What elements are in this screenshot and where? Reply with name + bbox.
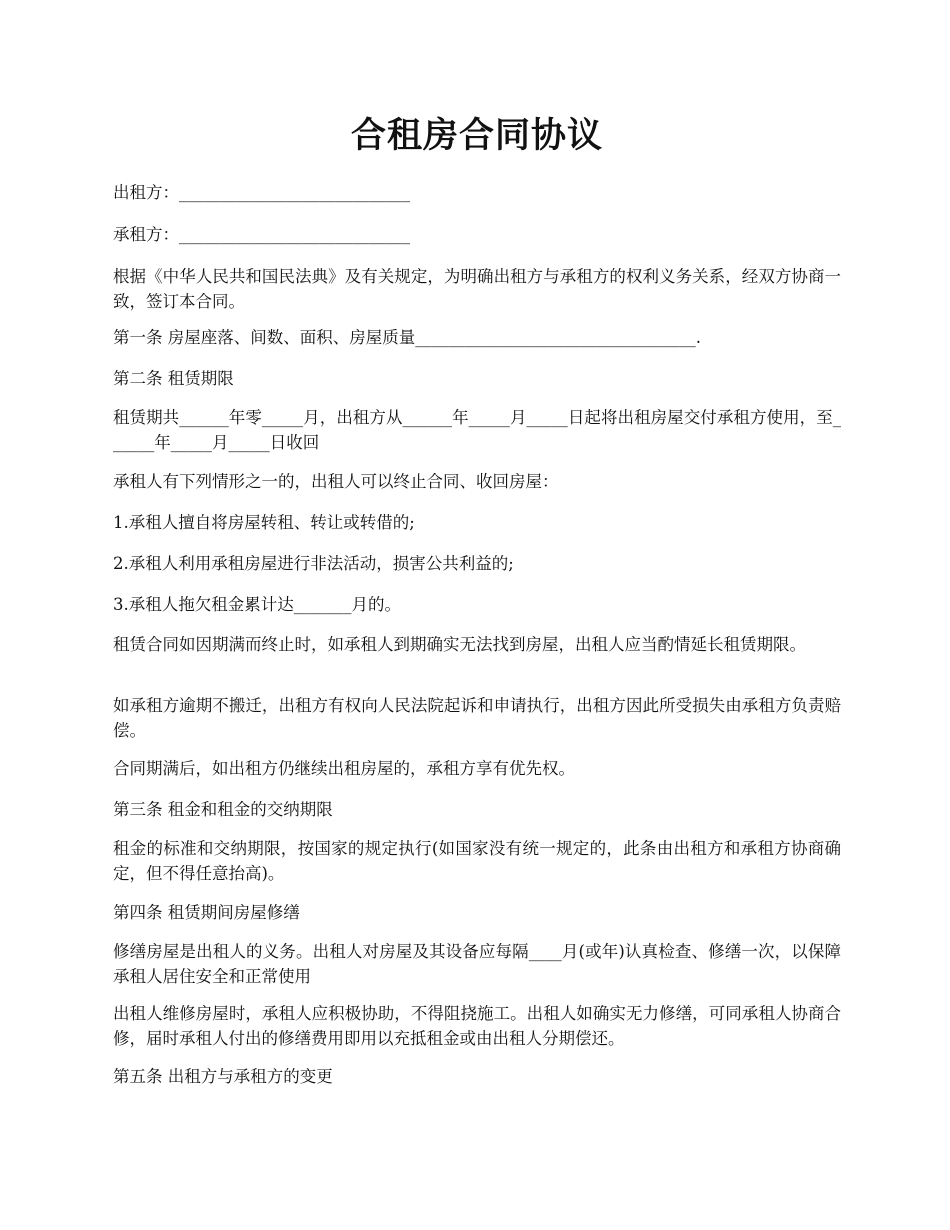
lessee-line: 承租方：____________________________ [113,225,410,244]
lease-term-paragraph: 租赁期共______年零_____月，出租方从______年_____月_____日起将出租房屋交付承租方使用，至______年_____月_____日收回 [113,408,841,452]
termination-item-3: 3.承租人拖欠租金累计达_______月的。 [113,595,401,614]
article-3-heading: 第三条 租金和租金的交纳期限 [113,800,333,819]
preamble-paragraph: 根据《中华人民共和国民法典》及有关规定，为明确出租方与承租方的权利义务关系，经双方协商一致，签订本合同。 [113,267,841,311]
priority-right-paragraph: 合同期满后，如出租方仍继续出租房屋的，承租方享有优先权。 [113,759,575,778]
article-1-paragraph: 第一条 房屋座落、间数、面积、房屋质量__________________________________. [113,328,701,347]
article-4-heading: 第四条 租赁期间房屋修缮 [113,903,300,922]
expiry-extension-paragraph: 租赁合同如因期满而终止时，如承租人到期确实无法找到房屋，出租人应当酌情延长租赁期限。 [113,635,806,654]
termination-intro: 承租人有下列情形之一的，出租人可以终止合同、收回房屋： [113,472,559,491]
document-title: 合租房合同协议 [350,115,603,156]
repair-duty-paragraph: 修缮房屋是出租人的义务。出租人对房屋及其设备应每隔____月(或年)认真检查、修缮一次，以保障承租人居住安全和正常使用 [113,942,841,986]
lessor-line: 出租方：____________________________ [113,183,410,202]
termination-item-1: 1.承租人擅自将房屋转租、转让或转借的; [113,513,415,532]
eviction-paragraph: 如承租方逾期不搬迁，出租方有权向人民法院起诉和申请执行，出租方因此所受损失由承租方负责赔偿。 [113,696,841,740]
article-2-heading: 第二条 租赁期限 [113,369,234,388]
article-5-heading: 第五条 出租方与承租方的变更 [113,1067,333,1086]
repair-cooperation-paragraph: 出租人维修房屋时，承租人应积极协助，不得阻挠施工。出租人如确实无力修缮，可同承租人协商合修，届时承租人付出的修缮费用即用以充抵租金或由出租人分期偿还。 [113,1004,841,1048]
termination-item-2: 2.承租人利用承租房屋进行非法活动，损害公共利益的; [113,554,514,573]
rent-payment-paragraph: 租金的标准和交纳期限，按国家的规定执行(如国家没有统一规定的，此条由出租方和承租方协商确定，但不得任意抬高)。 [113,839,841,883]
